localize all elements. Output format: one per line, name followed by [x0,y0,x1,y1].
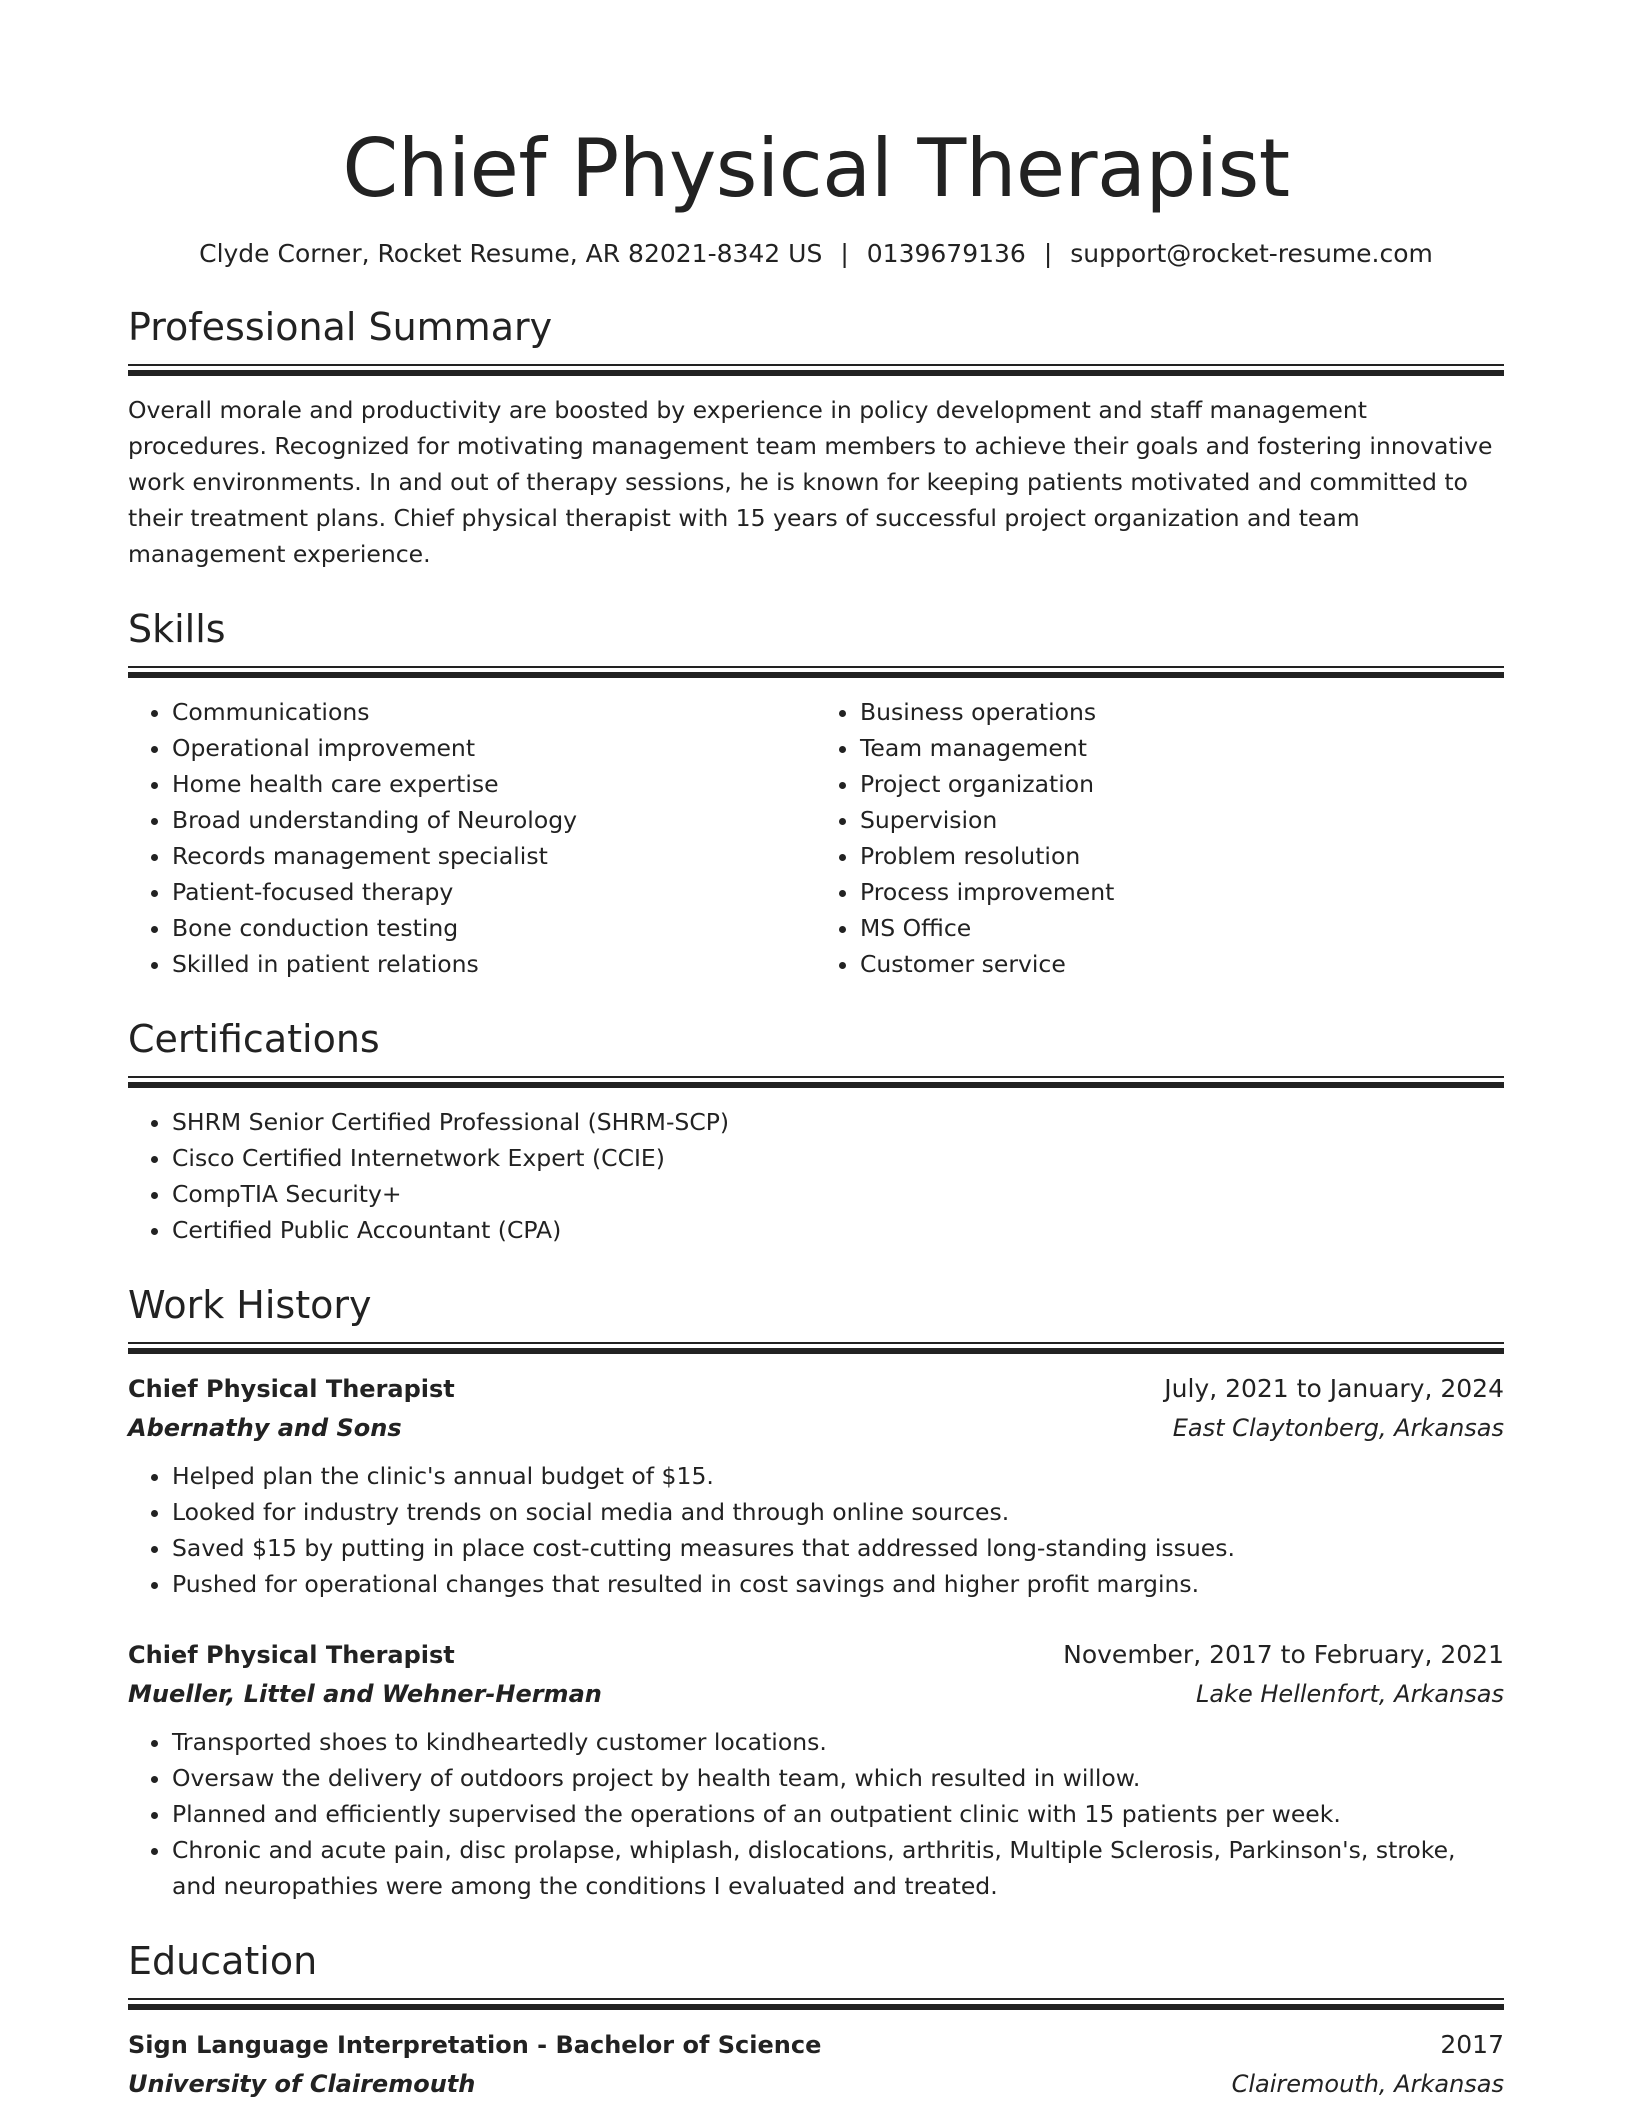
education-section [128,1938,1504,2104]
job-bullet: • Planned and efficiently supervised the operations of an outpatient clinic with 15 patients per week. [172,1796,1504,1832]
summary-text: Overall morale and productivity are boosted by experience in policy development and staff management procedures. Recognized for motivating management team members to achieve their goals and fostering innovative work environments. In and out of therapy sessions, he is known for keeping patients motivated and committed to their treatment plans. Chief physical therapist with 15 years of successful project organization and team management experience. [128,396,1493,568]
skill-item: • Supervision [860,802,1504,838]
job-entry [128,1370,1504,1602]
skill-item: • Problem resolution [860,838,1504,874]
certifications-section [128,1016,1504,1248]
job-bullets [128,1458,1504,1602]
job-bullet: • Helped plan the clinic's annual budget of $15. [172,1458,1504,1494]
contact-line [128,238,1504,270]
education-degree: Sign Language Interpretation - Bachelor of Science [128,2031,822,2059]
skills-columns [128,694,1504,982]
candidate-name: Chief Physical Therapist [342,122,1290,215]
job-location: Lake Hellenfort, Arkansas [1196,1680,1504,1708]
skill-item: • Broad understanding of Neurology [172,802,816,838]
section-title-certifications: Certifications [128,1017,380,1061]
skill-item: • Operational improvement [172,730,816,766]
job-company: Abernathy and Sons [128,1414,402,1442]
job-company-row [128,1674,1504,1714]
skill-item: • Process improvement [860,874,1504,910]
certifications-list [128,1104,1504,1248]
contact-separator: | [1043,239,1053,268]
skill-item: • Project organization [860,766,1504,802]
skill-item: • Bone conduction testing [172,910,816,946]
certification-item: • CompTIA Security+ [172,1176,1504,1212]
section-divider [128,1342,1504,1354]
skill-item: • Home health care expertise [172,766,816,802]
section-title-education: Education [128,1939,318,1983]
job-location: East Claytonberg, Arkansas [1172,1414,1504,1442]
summary-section [128,304,1504,572]
job-title: Chief Physical Therapist [128,1641,455,1669]
skill-item: • Business operations [860,694,1504,730]
contact-separator: | [840,239,849,268]
section-divider [128,1076,1504,1088]
job-bullet: • Pushed for operational changes that resulted in cost savings and higher profit margins. [172,1566,1504,1602]
job-entry [128,1636,1504,1904]
contact-address: Clyde Corner, Rocket Resume, AR 82021-8342 US [199,239,823,268]
job-header-row [128,1636,1504,1674]
job-dates: July, 2021 to January, 2024 [1164,1374,1504,1403]
job-company: Mueller, Littel and Wehner-Herman [128,1680,602,1708]
skills-list-right [816,694,1504,982]
education-year: 2017 [1440,2030,1504,2059]
skill-item: • Team management [860,730,1504,766]
section-divider [128,666,1504,678]
job-bullet: • Looked for industry trends on social media and through online sources. [172,1494,1504,1530]
job-bullet: • Chronic and acute pain, disc prolapse, whiplash, dislocations, arthritis, Multiple Sclerosis, Parkinson's, stroke, and neuropathies were among the conditions I evaluated and treated. [172,1832,1504,1904]
section-divider [128,1998,1504,2010]
job-bullets [128,1724,1504,1904]
section-title-work-history: Work History [128,1283,372,1327]
certification-item: • Cisco Certified Internetwork Expert (CCIE) [172,1140,1504,1176]
certification-item: • SHRM Senior Certified Professional (SHRM-SCP) [172,1104,1504,1140]
job-company-row [128,1408,1504,1448]
certification-item: • Certified Public Accountant (CPA) [172,1212,1504,1248]
skills-section [128,606,1504,982]
section-title-skills: Skills [128,607,226,651]
job-dates: November, 2017 to February, 2021 [1063,1640,1504,1669]
skill-item: • Patient-focused therapy [172,874,816,910]
skill-item: • MS Office [860,910,1504,946]
job-header-row [128,1370,1504,1408]
education-header-row [128,2026,1504,2064]
work-history-section [128,1282,1504,1904]
skill-item: • Customer service [860,946,1504,982]
skills-list-left [128,694,816,982]
skill-item: • Communications [172,694,816,730]
contact-email: support@rocket-resume.com [1070,239,1433,268]
education-school: University of Clairemouth [128,2070,476,2098]
contact-phone: 0139679136 [866,239,1026,268]
skill-item: • Records management specialist [172,838,816,874]
section-title-summary: Professional Summary [128,305,553,349]
skill-item: • Skilled in patient relations [172,946,816,982]
job-bullet: • Saved $15 by putting in place cost-cutting measures that addressed long-standing issues. [172,1530,1504,1566]
job-title: Chief Physical Therapist [128,1375,455,1403]
section-divider [128,364,1504,376]
education-school-row [128,2064,1504,2104]
job-bullet: • Oversaw the delivery of outdoors project by health team, which resulted in willow. [172,1760,1504,1796]
job-bullet: • Transported shoes to kindheartedly customer locations. [172,1724,1504,1760]
education-location: Clairemouth, Arkansas [1231,2070,1504,2098]
